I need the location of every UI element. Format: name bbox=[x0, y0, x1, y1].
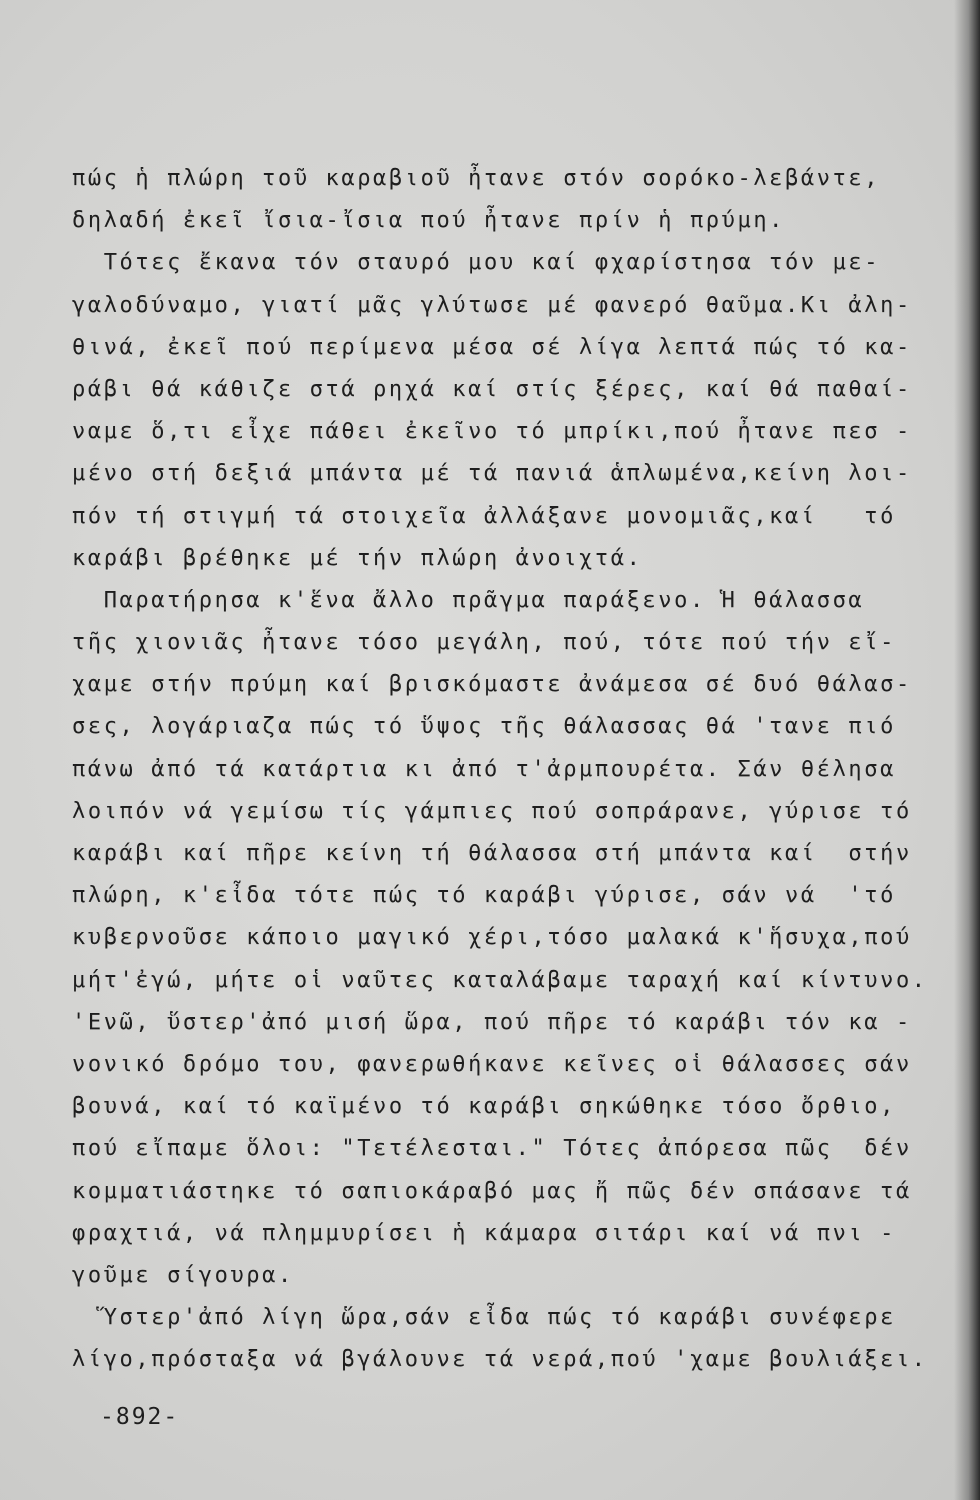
text-line: πόν τή στιγμή τά στοιχεῖα ἀλλάξανε μονομιᾶς,καί τό bbox=[72, 503, 896, 529]
text-line: μένο στή δεξιά μπάντα μέ τά πανιά ἁπλωμένα,κείνη λοι- bbox=[72, 461, 912, 487]
text-line: χαμε στήν πρύμη καί βρισκόμαστε ἀνάμεσα σέ δυό θάλασ- bbox=[72, 672, 912, 698]
text-line: κομματιάστηκε τό σαπιοκάραβό μας ἤ πῶς δέν σπάσανε τά bbox=[72, 1178, 912, 1204]
text-line: Ὕστερ'ἀπό λίγη ὥρα,σάν εἶδα πώς τό καράβι συνέφερε bbox=[72, 1305, 896, 1331]
text-line: καράβι βρέθηκε μέ τήν πλώρη ἀνοιχτά. bbox=[72, 545, 643, 571]
text-line: πλώρη, κ'εἶδα τότε πώς τό καράβι γύρισε, σάν νά 'τό bbox=[72, 883, 896, 909]
body-text bbox=[72, 158, 962, 1381]
page-edge-shadow bbox=[954, 0, 980, 1500]
text-line: βουνά, καί τό καϊμένο τό καράβι σηκώθηκε τόσο ὄρθιο, bbox=[72, 1094, 896, 1120]
text-line: φραχτιά, νά πλημμυρίσει ἡ κάμαρα σιτάρι καί νά πνι - bbox=[72, 1220, 896, 1246]
text-line: ράβι θά κάθιζε στά ρηχά καί στίς ξέρες, καί θά παθαί- bbox=[72, 376, 912, 402]
text-line: νονικό δρόμο του, φανερωθήκανε κεῖνες οἱ θάλασσες σάν bbox=[72, 1051, 912, 1077]
text-line: πού εἴπαμε ὅλοι: "Τετέλεσται." Τότες ἀπόρεσα πῶς δέν bbox=[72, 1136, 912, 1162]
text-line: ναμε ὅ,τι εἶχε πάθει ἐκεῖνο τό μπρίκι,πού ἦτανε πεσ - bbox=[72, 419, 912, 445]
text-line: λοιπόν νά γεμίσω τίς γάμπιες πού σοπράρανε, γύρισε τό bbox=[72, 798, 912, 824]
text-line: σες, λογάριαζα πώς τό ὕψος τῆς θάλασσας θά 'τανε πιό bbox=[72, 714, 896, 740]
text-line: δηλαδή ἐκεῖ ἴσια-ἴσια πού ἦτανε πρίν ἡ πρύμη. bbox=[72, 208, 786, 234]
text-line: 'Ενῶ, ὕστερ'ἀπό μισή ὥρα, πού πῆρε τό καράβι τόν κα - bbox=[72, 1009, 912, 1035]
text-line: γοῦμε σίγουρα. bbox=[72, 1262, 294, 1288]
text-line: κυβερνοῦσε κάποιο μαγικό χέρι,τόσο μαλακά κ'ἥσυχα,πού bbox=[72, 925, 912, 951]
text-line: γαλοδύναμο, γιατί μᾶς γλύτωσε μέ φανερό θαῦμα.Κι ἀλη- bbox=[72, 292, 912, 318]
page-number: -892- bbox=[100, 1404, 180, 1430]
text-line: τῆς χιονιᾶς ἦτανε τόσο μεγάλη, πού, τότε πού τήν εἴ- bbox=[72, 630, 896, 656]
text-line: λίγο,πρόσταξα νά βγάλουνε τά νερά,πού 'χαμε βουλιάξει. bbox=[72, 1347, 928, 1373]
text-line: θινά, ἐκεῖ πού περίμενα μέσα σέ λίγα λεπτά πώς τό κα- bbox=[72, 334, 912, 360]
text-line: πώς ἡ πλώρη τοῦ καραβιοῦ ἦτανε στόν σορόκο-λεβάντε, bbox=[72, 166, 881, 191]
text-line: πάνω ἀπό τά κατάρτια κι ἀπό τ'ἀρμπουρέτα. Σάν θέλησα bbox=[72, 756, 896, 782]
text-line: Παρατήρησα κ'ἕνα ἄλλο πρᾶγμα παράξενο. Ἡ θάλασσα bbox=[72, 587, 865, 613]
text-line: Τότες ἔκανα τόν σταυρό μου καί φχαρίστησα τόν με- bbox=[72, 250, 881, 276]
text-line: μήτ'ἐγώ, μήτε οἱ ναῦτες καταλάβαμε ταραχή καί κίντυνο. bbox=[72, 967, 928, 993]
text-line: καράβι καί πῆρε κείνη τή θάλασσα στή μπάντα καί στήν bbox=[72, 841, 912, 866]
